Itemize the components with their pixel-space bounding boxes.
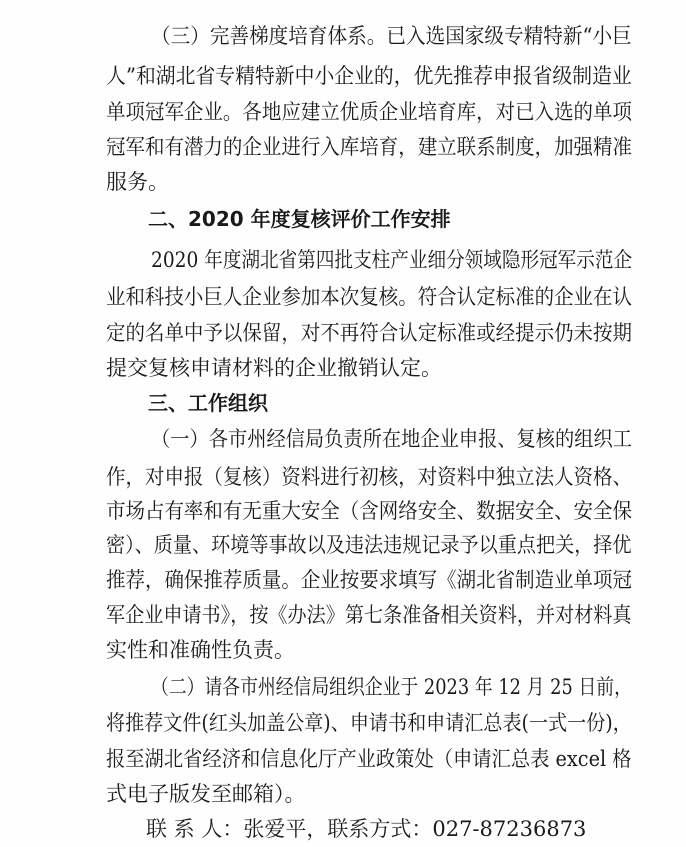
para-2-line-2: 业和科技小巨人企业参加本次复核。符合认定标准的企业在认 (106, 285, 633, 309)
para-3-1-line-2: 作，对申报（复核）资料进行初核，对资料中独立法人资格、 (106, 465, 633, 489)
para-3-1-line-1: （一）各市州经信局负责所在地企业申报、复核的组织工 (151, 427, 633, 451)
para-3-1-line-4: 密）、质量、环境等事故以及违法违规记录予以重点把关，择优 (106, 533, 632, 557)
para-3-2-line-1: （二）请各市州经信局组织企业于 2023 年 12 月 25 日前， (151, 675, 632, 699)
para-2-line-3: 定的名单中予以保留，对不再符合认定标准或经提示仍未按期 (106, 321, 633, 345)
para-3-1-line-7: 实性和准确性负责。 (106, 638, 295, 662)
section-3-line-1: （三）完善梯度培育体系。已入选国家级专精特新“小巨 (151, 24, 632, 48)
heading-section-2: 二、2020 年度复核评价工作安排 (148, 207, 451, 231)
para-3-2-line-3: 报至湖北省经济和信息化厅产业政策处（申请汇总表 excel 格 (106, 747, 632, 771)
para-3-1-line-3: 市场占有率和有无重大安全（含网络安全、数据安全、安全保 (106, 499, 633, 523)
section-3-line-3: 单项冠军企业。各地应建立优质企业培育库，对已入选的单项 (106, 100, 633, 124)
para-3-1-line-6: 军企业申请书》，按《办法》第七条准备相关资料，并对材料真 (106, 603, 632, 627)
section-3-line-5: 服务。 (106, 170, 169, 194)
contact-line: 联 系 人：张爱平，联系方式：027-87236873 (146, 817, 587, 841)
heading-section-3: 三、工作组织 (148, 391, 268, 415)
section-3-line-2: 人”和湖北省专精特新中小企业的，优先推荐申报省级制造业 (106, 64, 632, 88)
para-3-2-line-2: 将推荐文件(红头加盖公章)、申请书和申请汇总表(一式一份)， (106, 711, 632, 735)
para-2-line-1: 2020 年度湖北省第四批支柱产业细分领域隐形冠军示范企 (151, 248, 633, 272)
para-2-line-4: 提交复核申请材料的企业撤销认定。 (106, 356, 442, 380)
para-3-1-line-5: 推荐，确保推荐质量。企业按要求填写《湖北省制造业单项冠 (106, 568, 633, 592)
section-3-line-4: 冠军和有潜力的企业进行入库培育，建立联系制度，加强精准 (106, 135, 633, 159)
para-3-2-line-4: 式电子版发至邮箱）。 (106, 782, 306, 806)
